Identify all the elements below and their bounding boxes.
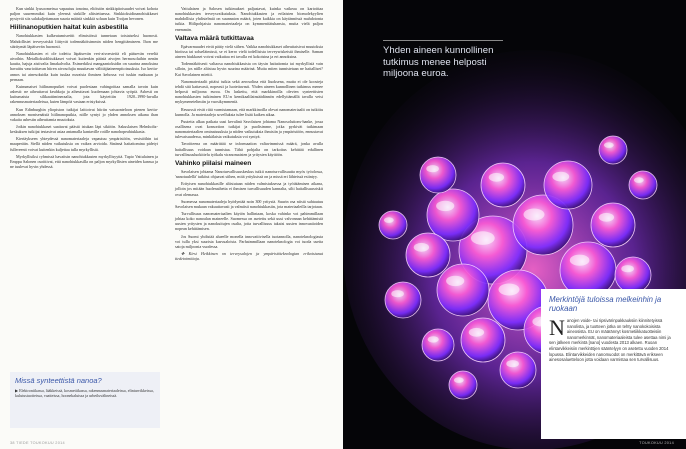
nano-cell	[481, 163, 525, 207]
paragraph: Resurssit eivät riitä varmistamaan, että markkinoilla olevat nanomateriaalit on tutkittu kunnolla. Ja materiaaleja sovelluksia tulee lisää kaiken aikaa.	[175, 106, 323, 117]
nano-cell	[449, 371, 477, 399]
paragraph: Nanohiukkasten kulkeutumisreitit elimistössä tunnetaan toistaiseksi huonosti. Mahdollisiet terveysriskit liittyvät todennäköisimmin niiden hengittämiseen. Ihon me siäritymät läpäisevän huonosti.	[10, 33, 158, 49]
cell-highlight	[552, 172, 569, 182]
cell-highlight	[384, 217, 394, 223]
nano-cell	[599, 136, 627, 164]
page-footer-left: 38 TIEDE TOUKOKUU 2014	[10, 441, 65, 445]
cell-highlight	[414, 243, 429, 252]
info-box	[541, 289, 686, 439]
page-footer-right: TOUKOKUU 2014	[639, 441, 674, 445]
article-column-1	[10, 6, 158, 171]
paragraph: Suomessa nanomateriaaleja hyödyntää noin 300 yritystä. Suurin osa niistä suhtautuu Savolaisen mukaan vakuuttavasti ja valmiisti nanohiukkasiin, jota materiaaleilla tarjotaan.	[175, 198, 323, 209]
paragraph: Kun sinkki lyusoomeissa vapautuu ionoina, eliöistön sinkkipitoisuudet voivat kohota paljon suuremmiksi kuin yleensä sinkille altistettaessa. Sinkkioksidinanohiukkaset pystyvät siis salakuljettamaan suuria määriä sinkkiä soluun kuin Troijan hevonen.	[10, 6, 158, 22]
article-column-2	[175, 6, 323, 263]
cell-highlight	[489, 173, 504, 182]
nano-cell	[422, 329, 454, 361]
cell-highlight	[436, 201, 454, 211]
author-note: ✥ Kirsi Heikkinen on terveysalojen ja ympäristöteknologian erikoistunut tiedetoimittaja.	[175, 251, 323, 262]
cell-highlight	[599, 213, 614, 222]
sidebar-title: Missä synteettistä nanoa?	[15, 376, 102, 385]
info-box-body: anojen voide- tai ripsivärinpakkauksiin kiinnitetyissä nanolista, ja tuotteen jotka on tehty nanokokoisista aineosista. EU on määrännyt kosmetiikkatuotteisiin nanomerkinnät, nanomateriaaleista tulee asettaa nimi ja sen jälkeen merkintä [nano] vuodesta 2013 alkaen. Ruoan elintarvikkeisiin merkintöjen sääntelyyn on asetettu vuoden 2014 lopussa. Elintarvikkeiden nanomuodot on merkittävä erikseen ainesosaluetteloon jotta voidaan varmistaa sen turvallisuus.	[549, 318, 671, 363]
pull-quote: Yhden aineen kunnollinen tutkimus menee helposti miljoona euroa.	[383, 40, 503, 80]
paragraph: Myrkyllisiksi ryhmissä havaitsin nanohiukkasten myrkyllisyyttä. Tapio Vattulainen ja Emppu Salonen osoittivat, että nanohiukkasilla on paljon myrkyllisten aineiden kanssa ja ne tuulevat hyvin yhdessä.	[10, 153, 158, 170]
paragraph: Nanomateriaalit pitäisi tutkia sekä aerosolina että liuoksena, mutta ei ole koosteja tehdä sitä kattavasti, nopeasti ja luotettavasti. Yhden aineen kunnollinen tutkimus menee helposti miljoona euroa. On laskettu, että markkinoilla olevien synteettisten nanohiukkasten tutkiminen EU:n kemikaalilainsäädännön edellyttämällä tavalla veisi mykymeneteltmiin ja vuosikymmeniä.	[175, 78, 323, 105]
nano-cell	[615, 257, 651, 293]
nano-cell	[379, 211, 407, 239]
cell-highlight	[454, 377, 464, 383]
paragraph: Erityisen nanohiukkasille altistutaan niiden valmistuksessa ja työtätämisen aikana, jolloin jos mitään huolenaihetta ei ihmisen turvallisuuden kannalta, silti haitallisuusriskit ovat olemassa.	[175, 181, 323, 197]
paragraph: Todennäköisesti valtaosa nanohiukkasista on täysin haitattomia tai myrkyllisiä vain silloin, jos niille altistuu hyvin suurina määrinä. Mutta miten tunnistetaan ne haitalliset? Kai Savolainen miettii.	[175, 61, 323, 77]
cell-highlight	[570, 255, 590, 266]
paragraph: Turvallisuus nanomateriaalien käytön hallintaan, koska vahinko voi pahimmillaan johtaa koko nanoalan maineelle. Suomessa on asetettu sekä uusi valvonnan kehittämistä uusien yritysten ja nanokuitujen osalta, jotta turvallisuus takaisi uusien innovaatioiden nopean kehittämisen.	[175, 211, 323, 232]
paragraph: Kiertäykseen yhteydessä nanomateriaaleja vapautuu ympäristöön, vesistöihin tai maaperään. Siellä niiden vaikutuksia on vaikea arvioida. Sinänsä haitattomina pidetyt fullereenit voivat kuitenkin kuljettaa tulla myrkyllisiä.	[10, 136, 158, 152]
paragraph: Vattulaisen ja Salosen tutkimukset paljastavat, kuinka vaikeaa on kartoittaa nanohiukkasten terveysvaikutuksia. Nanohiukkasten ja erilaisten biomolekyylien mahdollisia yhdistelmiä on suunnaton määrä, joten kaikkia on käytännössä mahdotonta tutkia. Hiilipohjaisia nanomateriaaleja on kymmenitätuhansia, muita vielä paljon enemmän.	[175, 6, 323, 32]
section-heading: Vahinko piilaisi maineen	[175, 159, 252, 167]
nano-cell	[544, 161, 592, 209]
paragraph: Savolaisen johtama Nanoturvallisuuskeskus tutkii nanoturvallisuutta myös työolossa, 'nanotuulellä' tutkitut ohjaavat siihen, mitä yrityksissä on ja missä eri lähteissä esiintyy.	[175, 168, 323, 180]
cell-highlight	[446, 276, 464, 286]
nano-cell	[500, 352, 536, 388]
paragraph: Jotkin nanohiukkaset saattavat päästä istukan läpi sikiöön. Sakuslaisen Helmholtz-keskuksen tutkijat testasivat asiaa antamalla kantaville rotille nanohopeahiukkasia.	[10, 123, 158, 135]
cell-highlight	[621, 265, 634, 272]
sidebar-box	[10, 372, 160, 428]
nano-cell	[629, 171, 657, 199]
info-box-title: Merkintöjä tuloissa melkeinhin ja ruokaan	[549, 295, 662, 313]
paragraph: Epävarmuudet eivät pääty vielä siihen. Vaikka nanohiukkaset aiheuttaisivat muutoksia biotissa tai solueläimissä, se ei kerro vielä todellisista terveysriskeistä ihmiselle. Saman aineen hiukkaset voivat vaikuttaa eri tavalla eri kokoisina ja eri annoksina.	[175, 43, 323, 60]
nano-cell	[385, 282, 421, 318]
section-heading: Valtava määrä tutkittavaa	[175, 34, 254, 42]
paragraph: Kuinumaiset hiilinanoputket voivat puolestaan vahingoittaa samalla tavoin kuin asbesti: ne aiheuttavat keuhkoja ja aiheuttavat kuolemaan johtavia syöpiä. Asbesti on kuitumaista silikaattimineraalia, jota käytettiin 1920–1990-luvulla rakennusmateriaaleissa, kuten lämpöä vastaan eristyksissä.	[10, 83, 158, 105]
cell-highlight	[604, 142, 614, 148]
paragraph: Kun Edinburghin yliopiston tutkijat laittoivat hiiriin vatsaonteloon pienen kertta-annoksen monisenäisiä hiilinanoputkia, niille syntyi jo yhden annoksen aikana ihan vakaita asbestin aiheuttamia muutoksia.	[10, 106, 158, 122]
cell-highlight	[428, 336, 439, 342]
nano-cell	[406, 233, 450, 277]
paragraph: Puutetta alkaa paikata uusi kevalinä Savolaisen johtama Nanosolutions-hanke, jossa osallisena ovat konsortion tutkijat ja puolisimme, jotka pyrkivät tutkimaan nanomateriaalien ominaisuuksia ja niiden vaikutuksia ihmisiin ja ympäristöön, ennustavat tulevaisuudessa, minkälaisia vaikutuksia voi syntyä.	[175, 118, 323, 140]
nano-cell	[461, 318, 505, 362]
cell-highlight	[506, 360, 519, 367]
sidebar-text: ▶ Elektroniikassa, lääkkeissä, kosmetiikassa, rakennusmateriaaleissa, elintarvikkeissa, kulutustuotteissa, vaatteissa, hoonekaluissa ja urheiluvälineissä.	[15, 388, 154, 399]
cell-highlight	[469, 328, 484, 337]
cell-highlight	[634, 177, 644, 183]
section-heading: Hiilinanoputkien haitat kuin asbestilla	[10, 24, 128, 32]
cell-highlight	[391, 290, 404, 297]
paragraph: Tavoitteena on määrittää se informaation valtavimmissä määrä, jonka avulla haitallisuus voidaan tunnistaa. Tähä pohjalta on tarkoitus kehittää edullinen turvallisuusluokittelu työkalu viranomaisten ja yritysten käyttöön.	[175, 141, 323, 157]
nano-cell	[591, 203, 635, 247]
drop-cap: N	[549, 315, 565, 340]
paragraph: Nanohiukkasten ei ole todettu läpäisevän veri-aivoesteitä eli pääsevän vereltä aivoihin. Metallioksidihiukkaset voivat kuitenkin päästä aivojen hermosoluihin nenän kautta, hajuja aistivalta limakalvolta. Esimerkiksi mangaanioksidin on suurina annoksina havaittu vaurioittavan hiiren aivosolujia muuttavan välittäjäaineenpitoisuuksia. Iso kertta-annos tai ainesoksidia kuin tuulaa nuvaisia ihmisen kehossa voi tuskin maksaan ja pernaan.	[10, 50, 158, 82]
paragraph: Jos Suomi yhdistää alueelle monella innovatiivisella tuotannolla, nanoteknologiasta voi tulla yksi suurista kasvualoista. Parhaimmillaan nanoteknologia voi tuoda useita satoja miljoonia vuodessa.	[175, 233, 323, 249]
cell-highlight	[426, 165, 439, 172]
cell-highlight	[524, 209, 545, 221]
nano-cell	[420, 157, 456, 193]
info-box-text	[549, 315, 678, 363]
cell-highlight	[499, 284, 520, 296]
